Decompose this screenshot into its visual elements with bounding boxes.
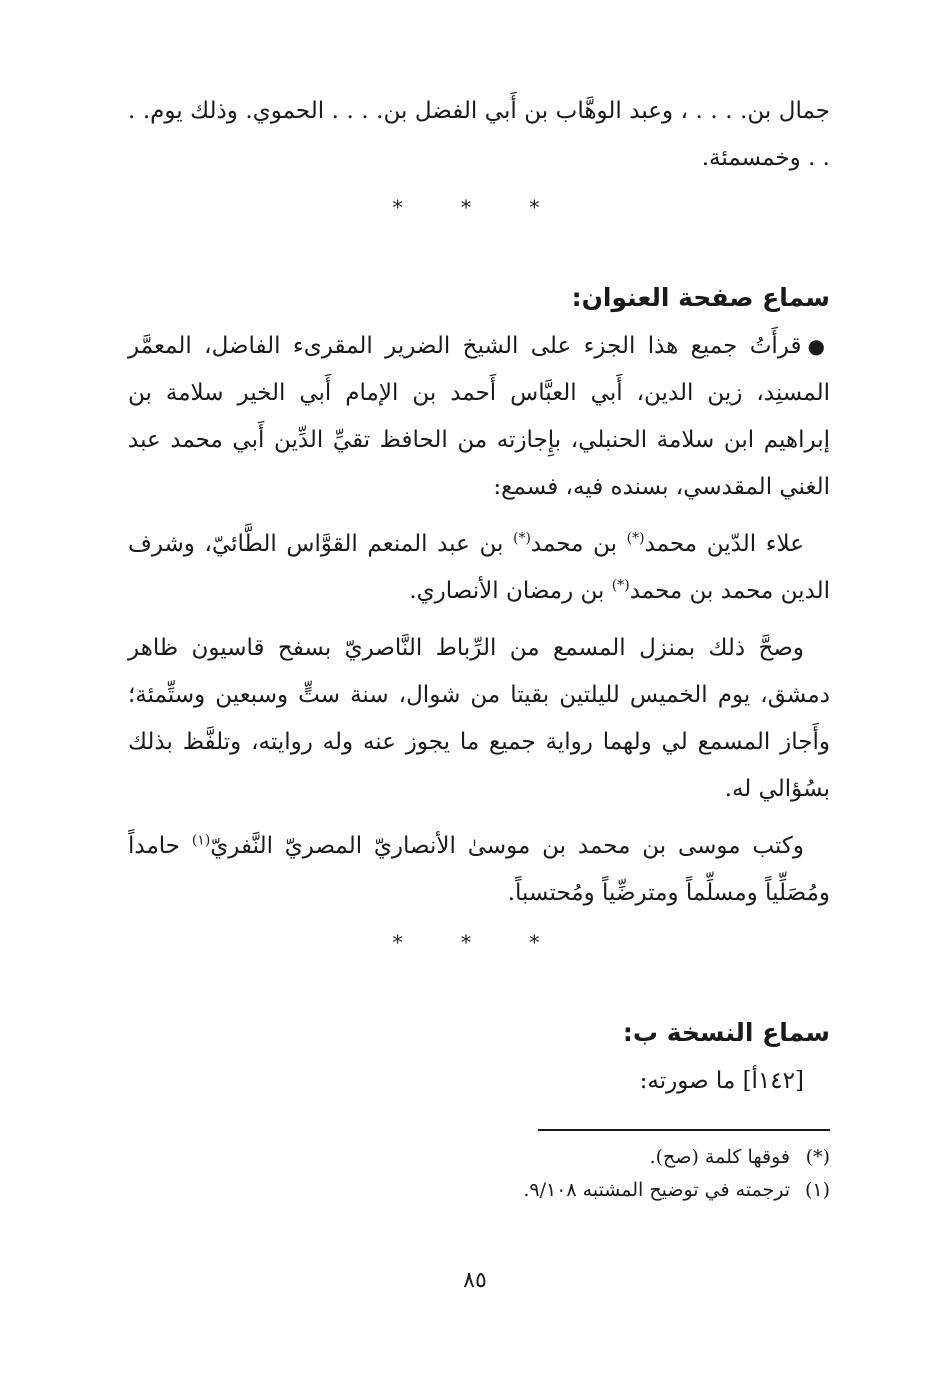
- section-separator: * * *: [392, 930, 566, 954]
- paragraph-listeners: [128, 521, 830, 615]
- bullet-icon: ●: [807, 334, 830, 358]
- footnote-ref-1: (١): [191, 832, 211, 849]
- footnote-ref-star: (*): [626, 530, 645, 547]
- intro-paragraph: جمال بن. . . . ، وعبد الوهَّاب بن أَبي الفضل بن. . . . الحموي. وذلك يوم. . . . وخمسمئة.: [128, 98, 830, 171]
- footnote-ref-star: (*): [512, 530, 531, 547]
- copy-b-line: [١٤٢أ] ما صورته:: [639, 1068, 804, 1094]
- footnote-text: فوقها كلمة (صح).: [649, 1146, 790, 1168]
- paragraph-signature: [128, 823, 830, 917]
- listener-text-3: بن عبد المنعم القوَّاس الطَّائيّ، وشرف الدين محمد بن محمد: [128, 531, 830, 604]
- footnote-mark: (١): [804, 1179, 830, 1201]
- page-number: ٨٥: [463, 1268, 487, 1293]
- signature-text-1: وكتب موسى بن محمد بن موسىٰ الأنصاريّ المصريّ النَّفريّ: [210, 833, 804, 859]
- signature-text-2: حامداً ومُصَلِّياً ومسلِّماً ومترضِّياً ومُحتسباً.: [128, 833, 830, 906]
- listener-text-1: علاء الدّين محمد: [644, 531, 804, 557]
- section-heading-title-page: سماع صفحة العنوان:: [571, 283, 830, 312]
- listener-text-2: بن محمد: [530, 531, 627, 557]
- footnote: [128, 1141, 830, 1174]
- footnote-divider: [538, 1129, 830, 1131]
- listener-text-4: بن رمضان الأنصاري.: [409, 578, 612, 604]
- section-heading-copy-b: سماع النسخة ب:: [622, 1018, 830, 1047]
- paragraph-reading-text: قرأَتُ جميع هذا الجزء على الشيخ الضرير المقرىء الفاضل، المعمَّر المسنِد، زين الدين، أَبي العبَّاس أَحمد بن الإمام أَبي الخير سلامة بن إبراهيم ابن سلامة الحنبلي، بإِجازته من الحافظ تقيِّ الدِّين أَبي محمد عبد الغني المقدسي، بسنده فيه، فسمع:: [128, 333, 830, 500]
- paragraph-reading: [128, 323, 830, 511]
- section-separator: * * *: [392, 195, 566, 219]
- page-body: [128, 88, 830, 1207]
- footnote: [128, 1174, 830, 1207]
- footnote-text: ترجمته في توضيح المشتبه ٩/١٠٨.: [523, 1179, 790, 1201]
- footnote-ref-star: (*): [611, 577, 630, 594]
- footnote-mark: (*): [805, 1146, 830, 1168]
- paragraph-validation: وصحَّ ذلك بمنزل المسمع من الرِّباط النَّاصريّ بسفح قاسيون ظاهر دمشق، يوم الخميس لليلتين بقيتا من شوال، سنة ستٍّ وسبعين وستِّمئة؛ وأَجاز المسمع لي ولهما رواية جميع ما يجوز عنه وله روايته، وتلفَّظ بذلك بسُؤالي له.: [128, 635, 830, 802]
